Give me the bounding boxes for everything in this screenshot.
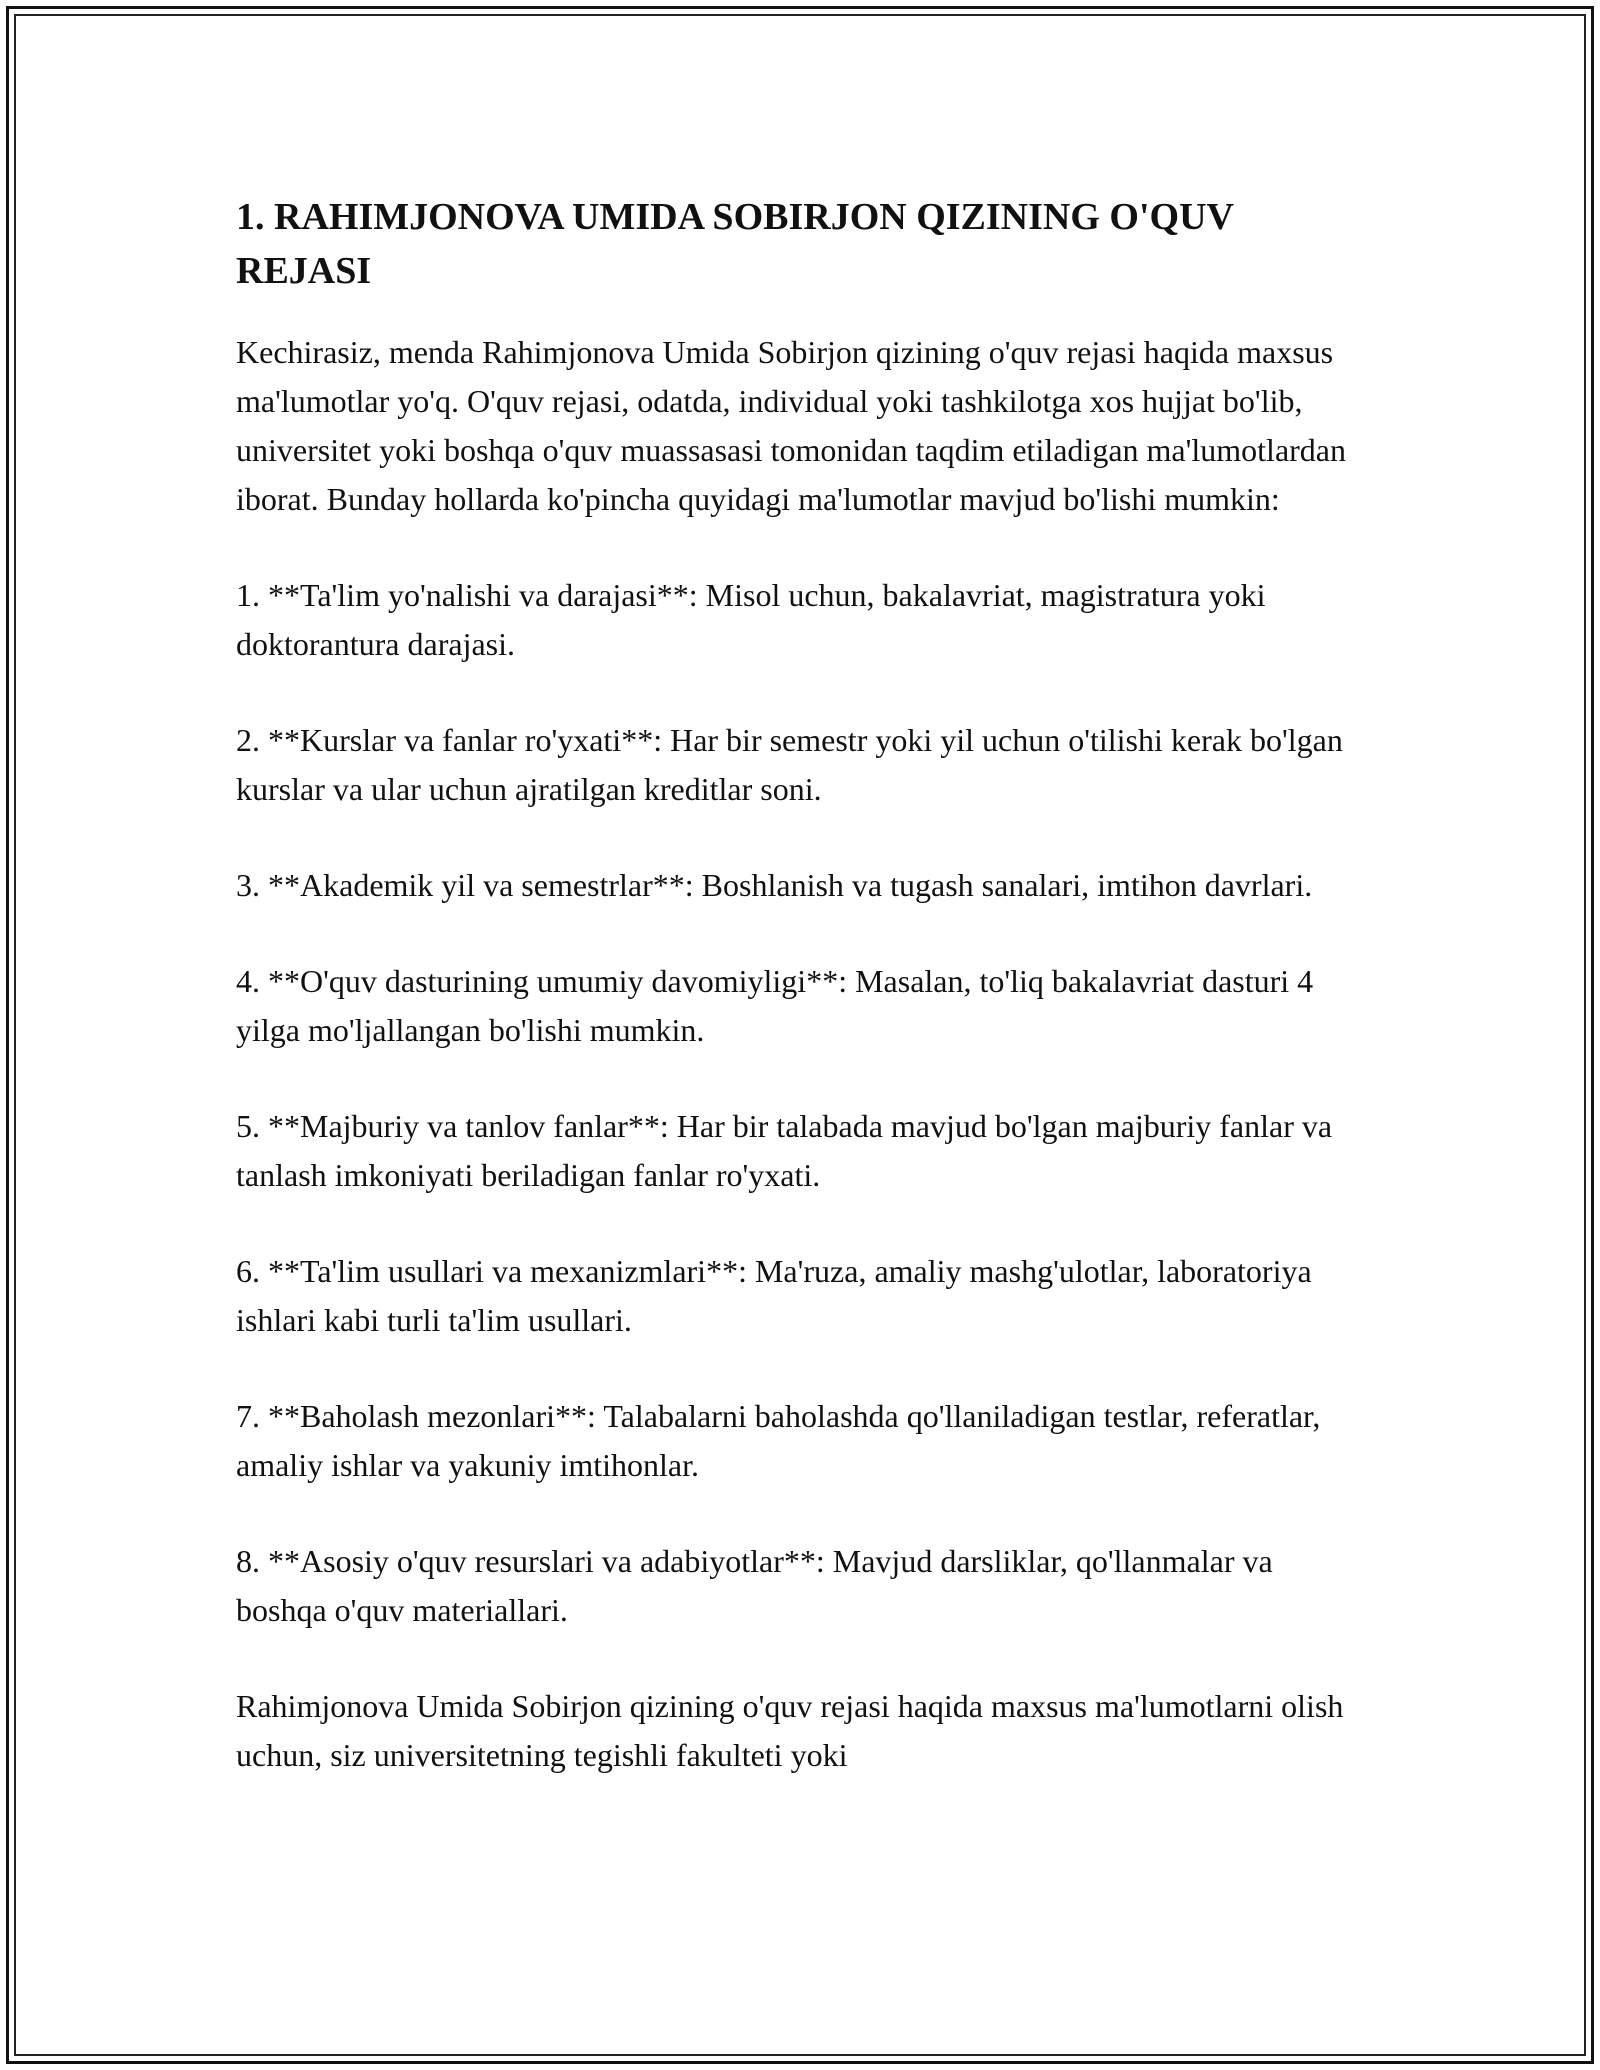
list-item: 2. **Kurslar va fanlar ro'yxati**: Har bir semestr yoki yil uchun o'tilishi kerak bo'lgan kurslar va ular uchun ajratilgan kreditlar soni. xyxy=(236,722,1343,807)
closing-paragraph: Rahimjonova Umida Sobirjon qizining o'quv rejasi haqida maxsus ma'lumotlarni olish uchun, siz universitetning tegishli fakulteti yoki xyxy=(236,1688,1344,1773)
list-item: 8. **Asosiy o'quv resurslari va adabiyotlar**: Mavjud darsliklar, qo'llanmalar va boshqa o'quv materiallari. xyxy=(236,1543,1273,1628)
list-item: 3. **Akademik yil va semestrlar**: Boshlanish va tugash sanalari, imtihon davrlari. xyxy=(236,867,1313,903)
list-item: 1. **Ta'lim yo'nalishi va darajasi**: Misol uchun, bakalavriat, magistratura yoki doktorantura darajasi. xyxy=(236,577,1266,662)
document-title: 1. RAHIMJONOVA UMIDA SOBIRJON QIZINING O'QUV REJASI xyxy=(236,196,1234,292)
list-item: 6. **Ta'lim usullari va mexanizmlari**: Ma'ruza, amaliy mashg'ulotlar, laboratoriya ishlari kabi turli ta'lim usullari. xyxy=(236,1253,1312,1338)
list-item: 5. **Majburiy va tanlov fanlar**: Har bir talabada mavjud bo'lgan majburiy fanlar va tanlash imkoniyati beriladigan fanlar ro'yxati. xyxy=(236,1108,1333,1193)
list-item: 4. **O'quv dasturining umumiy davomiyligi**: Masalan, to'liq bakalavriat dasturi 4 yilga mo'ljallangan bo'lishi mumkin. xyxy=(236,963,1314,1048)
list-item: 7. **Baholash mezonlari**: Talabalarni baholashda qo'llaniladigan testlar, referatlar, amaliy ishlar va yakuniy imtihonlar. xyxy=(236,1398,1321,1483)
intro-paragraph: Kechirasiz, menda Rahimjonova Umida Sobirjon qizining o'quv rejasi haqida maxsus ma'lumotlar yo'q. O'quv rejasi, odatda, individual yoki tashkilotga xos hujjat bo'lib, universitet yoki boshqa o'quv muassasasi tomonidan taqdim etiladigan ma'lumotlardan iborat. Bunday hollarda ko'pincha quyidagi ma'lumotlar mavjud bo'lishi mumkin: xyxy=(236,334,1346,517)
document-body xyxy=(236,190,1356,1780)
